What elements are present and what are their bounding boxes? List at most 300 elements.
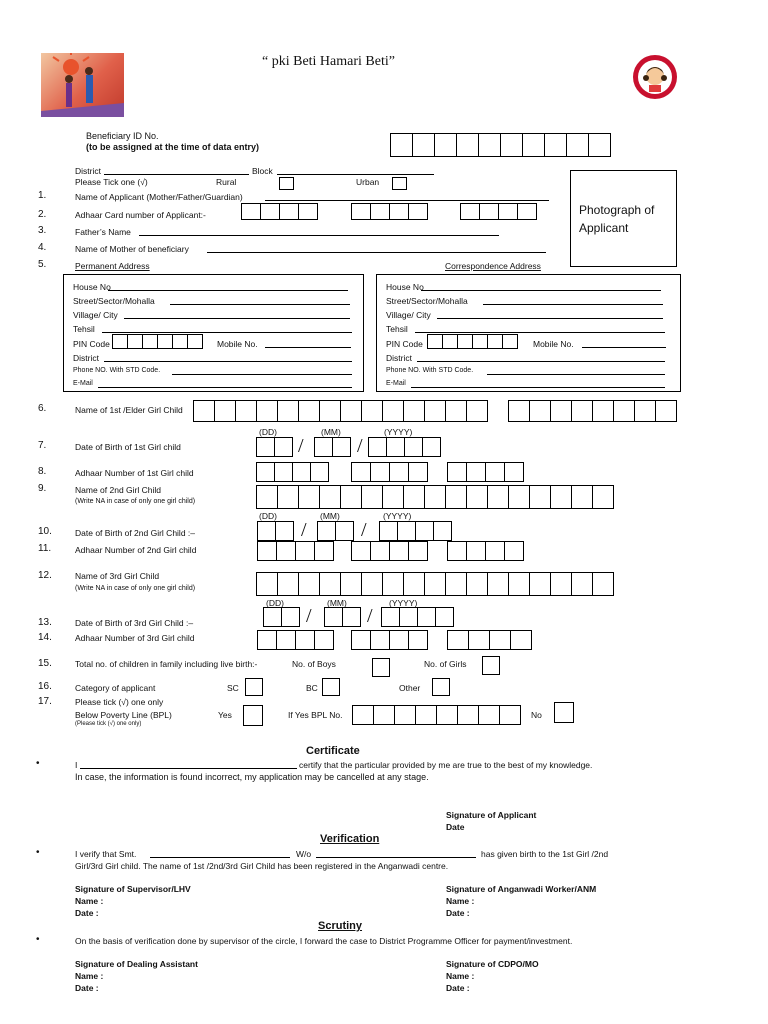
char-box[interactable] [281, 607, 300, 627]
district-field[interactable] [104, 174, 249, 175]
char-box[interactable] [466, 572, 488, 596]
q8-label: Adhaar Number of 1st Girl child [75, 468, 194, 478]
girl3-aadhaar-part3[interactable] [447, 630, 532, 650]
dob3-yyyy-boxes[interactable] [381, 607, 454, 627]
block-label: Block [252, 166, 273, 176]
char-box[interactable] [256, 437, 275, 457]
char-box[interactable] [314, 437, 333, 457]
corr-street-label: Street/Sector/Mohalla [386, 296, 468, 306]
corr-mobile-field[interactable] [582, 347, 666, 348]
supervisor-signature-label: Signature of Supervisor/LHV [75, 884, 191, 894]
char-box[interactable] [389, 462, 409, 482]
char-box[interactable] [382, 400, 404, 422]
perm-phone-field[interactable] [172, 374, 352, 375]
q1-number: 1. [38, 190, 47, 201]
char-box[interactable] [613, 400, 635, 422]
char-box[interactable] [386, 437, 405, 457]
char-box[interactable] [422, 437, 441, 457]
correspondence-address-box [376, 274, 681, 392]
corr-pin-boxes[interactable] [427, 334, 518, 349]
char-box[interactable] [319, 485, 341, 509]
perm-street-field[interactable] [170, 304, 350, 305]
char-box[interactable] [361, 400, 383, 422]
char-box[interactable] [447, 541, 467, 561]
char-box[interactable] [298, 572, 320, 596]
dob1-dd-boxes[interactable] [256, 437, 293, 457]
char-box[interactable] [381, 607, 400, 627]
char-box[interactable] [277, 400, 299, 422]
other-label: Other [399, 683, 421, 693]
char-box[interactable] [522, 133, 545, 157]
char-box[interactable] [500, 133, 523, 157]
char-box[interactable] [499, 705, 521, 725]
girl1-name-boxes-a[interactable] [193, 400, 488, 422]
char-box[interactable] [478, 133, 501, 157]
q4-label: Name of Mother of beneficiary [75, 244, 189, 254]
char-box[interactable] [275, 521, 294, 541]
char-box[interactable] [112, 334, 128, 349]
girl2-aadhaar-part2[interactable] [351, 541, 428, 561]
char-box[interactable] [504, 541, 524, 561]
girl3-name-boxes[interactable] [256, 572, 614, 596]
char-box[interactable] [592, 400, 614, 422]
corr-district-field[interactable] [417, 361, 665, 362]
char-box[interactable] [382, 485, 404, 509]
girl1-aadhaar-part2[interactable] [351, 462, 428, 482]
char-box[interactable] [172, 334, 188, 349]
char-box[interactable] [478, 705, 500, 725]
char-box[interactable] [550, 400, 572, 422]
char-box[interactable] [256, 462, 275, 482]
girl1-aadhaar-part1[interactable] [256, 462, 329, 482]
char-box[interactable] [370, 203, 390, 220]
char-box[interactable] [457, 705, 479, 725]
char-box[interactable] [324, 607, 343, 627]
dob1-dd-label: (DD) [259, 427, 277, 437]
girls-count-box[interactable] [482, 656, 500, 675]
corr-email-field[interactable] [411, 387, 665, 388]
char-box[interactable] [340, 572, 362, 596]
corr-district-label: District [386, 353, 412, 363]
girl1-name-boxes-b[interactable] [508, 400, 677, 422]
char-box[interactable] [466, 541, 486, 561]
char-box[interactable] [427, 334, 443, 349]
char-box[interactable] [424, 400, 446, 422]
girl3-aadhaar-part1[interactable] [257, 630, 334, 650]
bpl-no-checkbox[interactable] [554, 702, 574, 723]
q15-number: 15. [38, 658, 52, 669]
char-box[interactable] [335, 521, 354, 541]
char-box[interactable] [408, 462, 428, 482]
permanent-address-box [63, 274, 364, 392]
girl2-aadhaar-part1[interactable] [257, 541, 334, 561]
perm-pin-boxes[interactable] [112, 334, 203, 349]
char-box[interactable] [550, 485, 572, 509]
corr-house-field[interactable] [421, 290, 661, 291]
supervisor-date-label: Date : [75, 908, 99, 918]
q3-label: Father’s Name [75, 227, 131, 237]
block-field[interactable] [277, 174, 434, 175]
char-box[interactable] [445, 485, 467, 509]
dob2-mm-label: (MM) [320, 511, 340, 521]
char-box[interactable] [424, 572, 446, 596]
char-box[interactable] [571, 572, 593, 596]
char-box[interactable] [566, 133, 589, 157]
char-box[interactable] [373, 705, 395, 725]
corr-street-field[interactable] [483, 304, 663, 305]
char-box[interactable] [485, 462, 505, 482]
char-box[interactable] [379, 521, 398, 541]
perm-house-label: House No [73, 282, 111, 292]
sc-checkbox[interactable] [245, 678, 263, 696]
char-box[interactable] [510, 630, 532, 650]
char-box[interactable] [257, 630, 277, 650]
char-box[interactable] [460, 203, 480, 220]
dob1-separator-1: / [298, 435, 304, 457]
char-box[interactable] [368, 437, 387, 457]
dob3-dd-label: (DD) [266, 598, 284, 608]
anganwadi-name-label: Name : [446, 896, 475, 906]
q8-number: 8. [38, 466, 47, 477]
char-box[interactable] [389, 541, 409, 561]
boys-label: No. of Boys [292, 659, 336, 669]
right-logo [632, 54, 678, 100]
char-box[interactable] [279, 203, 299, 220]
char-box[interactable] [508, 485, 530, 509]
char-box[interactable] [241, 203, 261, 220]
char-box[interactable] [370, 541, 390, 561]
q17-note: (Please tick (√) one only) [75, 721, 142, 727]
verification-smt-field[interactable] [150, 857, 290, 858]
bpl-number-boxes[interactable] [352, 705, 521, 725]
char-box[interactable] [295, 630, 315, 650]
perm-tehsil-label: Tehsil [73, 324, 95, 334]
dob1-mm-label: (MM) [321, 427, 341, 437]
q10-number: 10. [38, 526, 52, 537]
char-box[interactable] [550, 572, 572, 596]
q11-label: Adhaar Number of 2nd Girl child [75, 545, 197, 555]
char-box[interactable] [408, 541, 428, 561]
dob3-dd-boxes[interactable] [263, 607, 300, 627]
char-box[interactable] [436, 705, 458, 725]
char-box[interactable] [447, 630, 469, 650]
char-box[interactable] [517, 203, 537, 220]
dob1-mm-boxes[interactable] [314, 437, 351, 457]
char-box[interactable] [394, 705, 416, 725]
char-box[interactable] [442, 334, 458, 349]
corr-email-label: E-Mail [386, 380, 406, 387]
perm-village-field[interactable] [124, 318, 350, 319]
char-box[interactable] [529, 485, 551, 509]
certificate-name-field[interactable] [80, 768, 297, 769]
char-box[interactable] [408, 630, 428, 650]
boys-count-box[interactable] [372, 658, 390, 677]
anganwadi-date-label: Date : [446, 908, 470, 918]
char-box[interactable] [351, 462, 371, 482]
char-box[interactable] [260, 203, 280, 220]
char-box[interactable] [351, 541, 371, 561]
applicant-aadhaar-part1[interactable] [241, 203, 318, 220]
char-box[interactable] [361, 572, 383, 596]
corr-phone-field[interactable] [487, 374, 665, 375]
q6-number: 6. [38, 403, 47, 414]
char-box[interactable] [655, 400, 677, 422]
q7-label: Date of Birth of 1st Girl child [75, 442, 181, 452]
corr-mobile-label: Mobile No. [533, 339, 574, 349]
char-box[interactable] [445, 572, 467, 596]
other-checkbox[interactable] [432, 678, 450, 696]
rural-label: Rural [216, 177, 237, 187]
char-box[interactable] [382, 572, 404, 596]
char-box[interactable] [187, 334, 203, 349]
dob2-dd-label: (DD) [259, 511, 277, 521]
char-box[interactable] [466, 400, 488, 422]
char-box[interactable] [332, 437, 351, 457]
verification-bullet: • [36, 847, 40, 858]
perm-email-field[interactable] [98, 387, 352, 388]
char-box[interactable] [389, 203, 409, 220]
tick-label: Please Tick one (√) [75, 177, 148, 187]
verification-line1-end: has given birth to the 1st Girl /2nd [481, 849, 609, 859]
char-box[interactable] [370, 462, 390, 482]
char-box[interactable] [157, 334, 173, 349]
q14-number: 14. [38, 632, 52, 643]
dob3-mm-boxes[interactable] [324, 607, 361, 627]
char-box[interactable] [292, 462, 311, 482]
perm-district-label: District [73, 353, 99, 363]
char-box[interactable] [277, 572, 299, 596]
girl2-aadhaar-part3[interactable] [447, 541, 524, 561]
char-box[interactable] [403, 485, 425, 509]
bc-checkbox[interactable] [322, 678, 340, 696]
char-box[interactable] [434, 133, 457, 157]
char-box[interactable] [263, 607, 282, 627]
char-box[interactable] [508, 400, 530, 422]
char-box[interactable] [274, 462, 293, 482]
girls-label: No. of Girls [424, 659, 467, 669]
char-box[interactable] [235, 400, 257, 422]
char-box[interactable] [276, 630, 296, 650]
corr-village-field[interactable] [437, 318, 663, 319]
char-box[interactable] [588, 133, 611, 157]
char-box[interactable] [314, 541, 334, 561]
char-box[interactable] [415, 705, 437, 725]
q13-number: 13. [38, 617, 52, 628]
char-box[interactable] [257, 521, 276, 541]
correspondence-address-heading: Correspondence Address [445, 261, 541, 271]
char-box[interactable] [257, 541, 277, 561]
char-box[interactable] [424, 485, 446, 509]
char-box[interactable] [390, 133, 413, 157]
char-box[interactable] [485, 541, 505, 561]
char-box[interactable] [342, 607, 361, 627]
girl2-name-boxes[interactable] [256, 485, 614, 509]
dob3-mm-label: (MM) [327, 598, 347, 608]
q6-label: Name of 1st /Elder Girl Child [75, 405, 183, 415]
bpl-number-label: If Yes BPL No. [288, 710, 343, 720]
char-box[interactable] [408, 203, 428, 220]
char-box[interactable] [529, 400, 551, 422]
girl1-aadhaar-part3[interactable] [447, 462, 524, 482]
certificate-bullet: • [36, 758, 40, 769]
char-box[interactable] [340, 400, 362, 422]
char-box[interactable] [487, 334, 503, 349]
q4-number: 4. [38, 242, 47, 253]
char-box[interactable] [403, 572, 425, 596]
char-box[interactable] [457, 334, 473, 349]
char-box[interactable] [256, 400, 278, 422]
char-box[interactable] [403, 400, 425, 422]
char-box[interactable] [456, 133, 479, 157]
char-box[interactable] [256, 485, 278, 509]
q1-label: Name of Applicant (Mother/Father/Guardian) [75, 192, 243, 202]
perm-street-label: Street/Sector/Mohalla [73, 296, 155, 306]
q9-note: (Write NA in case of only one girl child) [75, 498, 196, 505]
perm-district-field[interactable] [104, 361, 352, 362]
char-box[interactable] [193, 400, 215, 422]
char-box[interactable] [276, 541, 296, 561]
char-box[interactable] [295, 541, 315, 561]
char-box[interactable] [298, 203, 318, 220]
char-box[interactable] [389, 630, 409, 650]
perm-mobile-field[interactable] [265, 347, 351, 348]
char-box[interactable] [319, 400, 341, 422]
anganwadi-signature-label: Signature of Anganwadi Worker/ANM [446, 884, 597, 894]
char-box[interactable] [214, 400, 236, 422]
district-label: District [75, 166, 101, 176]
perm-house-field[interactable] [108, 290, 348, 291]
char-box[interactable] [314, 630, 334, 650]
urban-checkbox[interactable] [392, 177, 407, 190]
char-box[interactable] [417, 607, 436, 627]
char-box[interactable] [529, 572, 551, 596]
verification-wo-field[interactable] [316, 857, 476, 858]
char-box[interactable] [142, 334, 158, 349]
char-box[interactable] [472, 334, 488, 349]
sc-label: SC [227, 683, 239, 693]
dob2-separator-1: / [301, 519, 307, 541]
beneficiary-label: Beneficiary ID No. [86, 131, 159, 141]
corr-tehsil-field[interactable] [415, 332, 665, 333]
char-box[interactable] [435, 607, 454, 627]
verification-line1-mid: W/o [296, 849, 312, 859]
father-name-field[interactable] [139, 235, 499, 236]
char-box[interactable] [298, 400, 320, 422]
char-box[interactable] [433, 521, 452, 541]
char-box[interactable] [634, 400, 656, 422]
char-box[interactable] [256, 572, 278, 596]
char-box[interactable] [352, 705, 374, 725]
q17-label1: Please tick (√) one only [75, 697, 164, 707]
char-box[interactable] [351, 203, 371, 220]
char-box[interactable] [571, 400, 593, 422]
char-box[interactable] [466, 462, 486, 482]
char-box[interactable] [127, 334, 143, 349]
char-box[interactable] [489, 630, 511, 650]
corr-tehsil-label: Tehsil [386, 324, 408, 334]
corr-pin-label: PIN Code [386, 339, 423, 349]
certificate-line1-end: certify that the particular provided by me are true to the best of my knowledge. [299, 760, 593, 770]
char-box[interactable] [397, 521, 416, 541]
char-box[interactable] [592, 572, 614, 596]
char-box[interactable] [447, 462, 467, 482]
char-box[interactable] [404, 437, 423, 457]
char-box[interactable] [412, 133, 435, 157]
char-box[interactable] [487, 572, 509, 596]
char-box[interactable] [502, 334, 518, 349]
char-box[interactable] [508, 572, 530, 596]
char-box[interactable] [277, 485, 299, 509]
char-box[interactable] [340, 485, 362, 509]
char-box[interactable] [571, 485, 593, 509]
char-box[interactable] [361, 485, 383, 509]
q2-number: 2. [38, 209, 47, 220]
char-box[interactable] [498, 203, 518, 220]
dob2-dd-boxes[interactable] [257, 521, 294, 541]
q13-label: Date of Birth of 3rd Girl Child :– [75, 618, 194, 628]
corr-village-label: Village/ City [386, 310, 431, 320]
q12-label: Name of 3rd Girl Child [75, 571, 160, 581]
char-box[interactable] [445, 400, 467, 422]
char-box[interactable] [317, 521, 336, 541]
dob1-yyyy-boxes[interactable] [368, 437, 441, 457]
photo-box[interactable] [570, 170, 677, 267]
q17-label2: Below Poverty Line (BPL) [75, 710, 172, 720]
beneficiary-note: (to be assigned at the time of data entry) [86, 142, 260, 152]
char-box[interactable] [504, 462, 524, 482]
bpl-yes-label: Yes [218, 710, 232, 720]
applicant-aadhaar-part2[interactable] [351, 203, 428, 220]
perm-mobile-label: Mobile No. [217, 339, 258, 349]
mother-name-field[interactable] [207, 252, 546, 253]
beneficiary-id-boxes[interactable] [390, 133, 611, 157]
char-box[interactable] [274, 437, 293, 457]
q9-number: 9. [38, 483, 47, 494]
char-box[interactable] [319, 572, 341, 596]
photo-label: Photograph of Applicant [579, 203, 655, 235]
dob2-mm-boxes[interactable] [317, 521, 354, 541]
char-box[interactable] [468, 630, 490, 650]
perm-tehsil-field[interactable] [102, 332, 352, 333]
char-box[interactable] [479, 203, 499, 220]
char-box[interactable] [544, 133, 567, 157]
girl3-aadhaar-part2[interactable] [351, 630, 428, 650]
char-box[interactable] [487, 485, 509, 509]
cdpo-date-label: Date : [446, 983, 470, 993]
verification-line2: Girl/3rd Girl child. The name of 1st /2nd/3rd Girl Child has been registered in the Anganwadi centre. [75, 861, 449, 871]
char-box[interactable] [466, 485, 488, 509]
q16-number: 16. [38, 681, 52, 692]
char-box[interactable] [370, 630, 390, 650]
scrutiny-bullet: • [36, 934, 40, 945]
char-box[interactable] [592, 485, 614, 509]
char-box[interactable] [399, 607, 418, 627]
verification-line1-start: I verify that Smt. [75, 849, 137, 859]
q15-label: Total no. of children in family including live birth:- [75, 659, 258, 669]
bc-label: BC [306, 683, 318, 693]
char-box[interactable] [351, 630, 371, 650]
dob2-yyyy-boxes[interactable] [379, 521, 452, 541]
char-box[interactable] [415, 521, 434, 541]
applicant-name-field[interactable] [265, 200, 549, 201]
certificate-line2: In case, the information is found incorrect, my application may be cancelled at any stage. [75, 772, 429, 782]
applicant-aadhaar-part3[interactable] [460, 203, 537, 220]
page-title: “ pki Beti Hamari Beti” [262, 54, 395, 69]
rural-checkbox[interactable] [279, 177, 294, 190]
char-box[interactable] [310, 462, 329, 482]
char-box[interactable] [298, 485, 320, 509]
bpl-yes-checkbox[interactable] [243, 705, 263, 726]
